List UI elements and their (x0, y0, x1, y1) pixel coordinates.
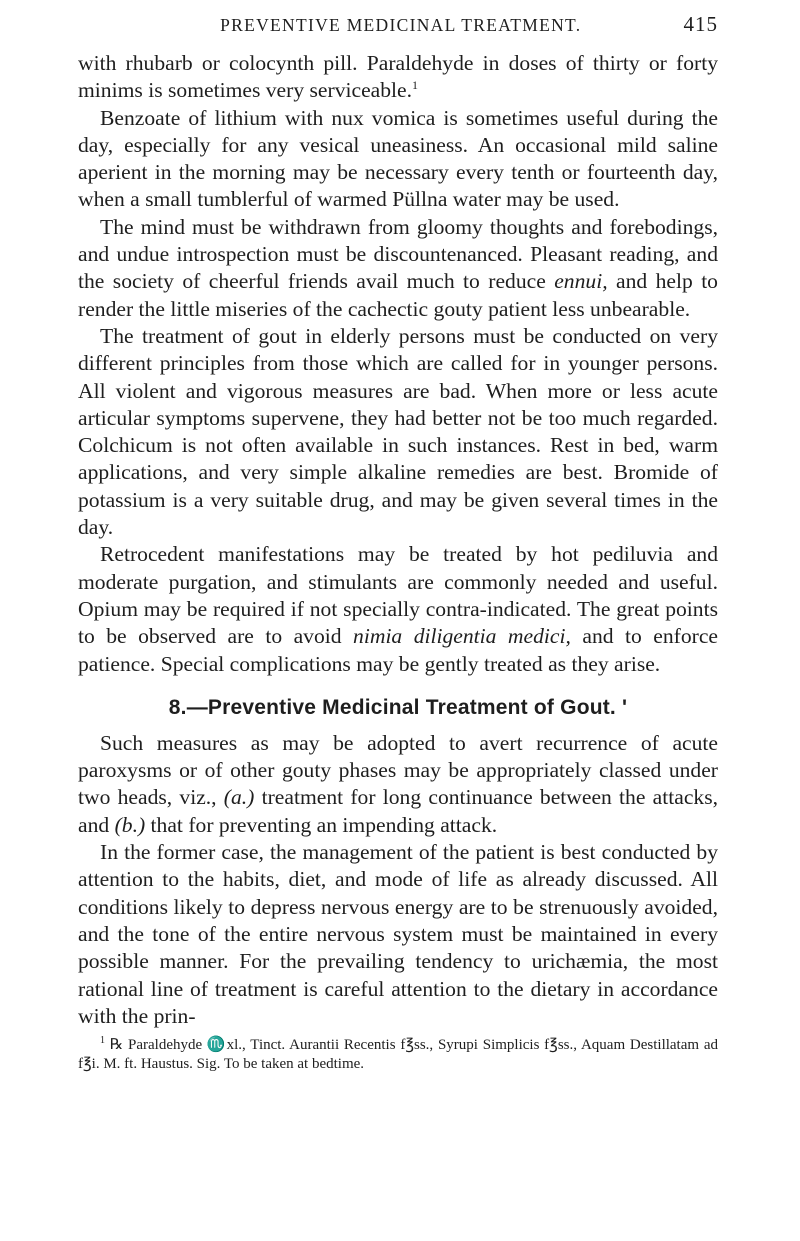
paragraph-3-text-b: and help to render the little miseries of the cachectic gouty patient less unbearable. (78, 269, 718, 321)
footnote-reference: 1 (412, 78, 419, 93)
section-paragraph-2: In the former case, the management of the patient is best conducted by attention to the habits, diet, and mode of life as already discussed. All conditions likely to depress nervous energy are to be strenuously avoided, and the tone of the entire nervous system must be maintained in every possible manner. For the prevailing tendency to urichæmia, the most rational line of treatment is careful attention to the dietary in accordance with the prin- (78, 840, 718, 1028)
section-paragraph-1-mark-a: (a.) (223, 785, 255, 810)
paragraph-5-text-b: and to enforce patience. Special complications may be gently treated as they arise. (78, 624, 718, 676)
paragraph-1 (78, 50, 718, 105)
footnote (78, 1036, 718, 1074)
running-title: PREVENTIVE MEDICINAL TREATMENT. (220, 15, 582, 35)
section-paragraph-1-mark-b: (b.) (114, 812, 146, 837)
paragraph-4: The treatment of gout in elderly persons must be conducted on very different principles from those which are called for in younger persons. All violent and vigorous measures are bad. When more or less acute articular symptoms supervene, they had better not be too much regarded. Colchicum is not often available in such instances. Rest in bed, warm applications, and very simple alkaline remedies are best. Bromide of potassium is a very suitable drug, and may be given several times in the day. (78, 323, 718, 540)
paragraph-5-italic: nimia diligentia medici, (353, 624, 571, 649)
section-heading: 8.—Preventive Medicinal Treatment of Gout. ' (168, 695, 628, 719)
paragraph-3-text-a: The mind must be withdrawn from gloomy thoughts and forebodings, and undue introspection must be discountenanced. Pleasant reading, and the society of cheerful friends avail much to reduce (78, 214, 718, 294)
footnote-text: ℞ Paraldehyde ♏xl., Tinct. Aurantii Recentis f℥ss., Syrupi Simplicis f℥ss., Aquam Destillatam ad f℥i. M. ft. Haustus. Sig. To be taken at bedtime. (78, 1037, 718, 1073)
paragraph-3 (78, 214, 718, 323)
paragraph-5-text-a: Retrocedent manifestations may be treated by hot pediluvia and moderate purgation, and stimulants are commonly needed and useful. Opium may be required if not specially contra-indicated. The great points to be observed are to avoid (78, 542, 718, 649)
section-paragraph-1-text-b: treatment for long continuance between the attacks, and (78, 785, 719, 837)
paragraph-2: Benzoate of lithium with nux vomica is sometimes useful during the day, especially for any vesical uneasiness. An occasional mild saline aperient in the morning may be necessary every tenth or fourteenth day, when a small tumblerful of warmed Püllna water may be used. (78, 105, 718, 212)
section-paragraph-1 (78, 730, 718, 839)
page-number: 415 (683, 12, 718, 36)
book-page (78, 12, 718, 1227)
paragraph-5 (78, 541, 718, 677)
footnote-marker: 1 (100, 1035, 105, 1047)
running-header (78, 12, 718, 40)
section-paragraph-1-text-a: Such measures as may be adopted to avert recurrence of acute paroxysms or of other gouty phases may be appropriately classed under two heads, viz., (78, 730, 718, 810)
paragraph-1-text: with rhubarb or colocynth pill. Paraldehyde in doses of thirty or forty minims is sometimes very serviceable. (78, 51, 718, 103)
section-paragraph-1-text-c: that for preventing an impending attack. (145, 812, 498, 837)
paragraph-3-italic: ennui, (554, 269, 608, 294)
